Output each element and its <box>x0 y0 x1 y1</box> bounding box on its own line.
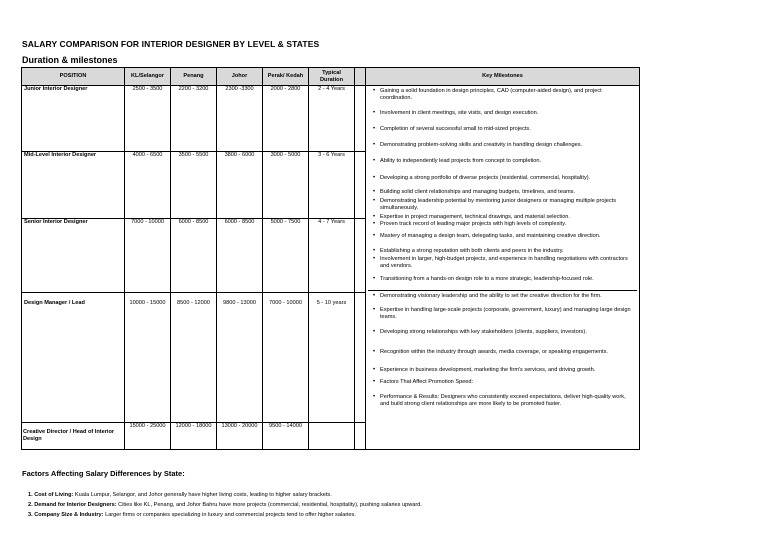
milestone-item: • Demonstrating problem-solving skills and creativity in handling design challenges. <box>368 140 637 156</box>
salary-table <box>21 67 640 450</box>
bullet-icon: • <box>372 142 376 148</box>
milestone-item: • Involvement in larger, high-budget projects, and experience in handling negotiations with contractors and vendors. <box>368 255 637 273</box>
milestone-item: • Developing strong relationships with key stakeholders (clients, suppliers, investors). <box>368 327 637 347</box>
milestone-item: • Ability to independently lead projects from concept to completion. <box>368 156 637 173</box>
salary-perak-cell: 9500 - 14000 <box>263 423 309 450</box>
salary-johor-cell: 2300 -3300 <box>217 86 263 152</box>
header-johor: Johor <box>217 68 263 86</box>
position-cell: Creative Director / Head of Interior Design <box>22 423 125 450</box>
header-penang: Penang <box>171 68 217 86</box>
milestone-item: • Demonstrating visionary leadership and the ability to set the creative direction for the firm. <box>368 290 637 306</box>
bullet-icon: • <box>372 158 376 164</box>
salary-penang-cell: 2200 - 3200 <box>171 86 217 152</box>
milestone-item: • Transitioning from a hands-on design role to a more strategic, leadership-focused role. <box>368 273 637 290</box>
factor-label: 2. Demand for Interior Designers: <box>28 502 117 508</box>
salary-penang-cell: 6000 - 8500 <box>171 219 217 293</box>
position-cell: Senior Interior Designer <box>22 219 125 293</box>
bullet-icon: • <box>372 214 376 220</box>
milestone-item: • Completion of several successful small to mid-sized projects. <box>368 124 637 140</box>
salary-perak-cell: 3000 - 5000 <box>263 152 309 219</box>
factor-text: Kuala Lumpur, Selangor, and Johor generally have higher living costs, leading to higher salary brackets. <box>73 492 332 498</box>
milestone-item: • Developing a strong portfolio of diverse projects (residential, commercial, hospitality). <box>368 173 637 187</box>
header-spacer <box>355 68 366 86</box>
spacer-cell <box>355 293 366 423</box>
bullet-icon: • <box>372 88 376 94</box>
position-cell: Junior Interior Designer <box>22 86 125 152</box>
milestone-item: • Performance & Results: Designers who consistently exceed expectations, deliver high-quality work, and build strong client relationships are more likely to be promoted faster. <box>368 392 637 416</box>
salary-penang-cell: 3500 - 5500 <box>171 152 217 219</box>
position-cell: Design Manager / Lead <box>22 293 125 423</box>
milestone-item: • Establishing a strong reputation with both clients and peers in the industry. <box>368 244 637 255</box>
position-cell: Mid-Level Interior Designer <box>22 152 125 219</box>
milestone-item: • Involvement in client meetings, site visits, and design execution. <box>368 108 637 124</box>
factors-heading: Factors Affecting Salary Differences by State: <box>22 469 185 478</box>
bullet-icon: • <box>372 394 376 400</box>
header-position: POSITION <box>22 68 125 86</box>
milestone-item: • Experience in business development, marketing the firm's services, and driving growth. <box>368 365 637 377</box>
header-kl-selangor: KL/Selangor <box>125 68 171 86</box>
bullet-icon: • <box>372 110 376 116</box>
salary-kl-cell: 15000 - 25000 <box>125 423 171 450</box>
factor-item <box>28 500 422 510</box>
spacer-cell <box>355 152 366 219</box>
salary-perak-cell: 2000 - 2800 <box>263 86 309 152</box>
spacer-cell <box>355 423 366 450</box>
duration-cell <box>309 423 355 450</box>
bullet-icon: • <box>372 349 376 355</box>
salary-johor-cell: 3800 - 6000 <box>217 152 263 219</box>
bullet-icon: • <box>372 233 376 239</box>
bullet-icon: • <box>372 307 376 313</box>
salary-kl-cell: 4000 - 6500 <box>125 152 171 219</box>
milestones-cell <box>366 86 640 450</box>
spacer-cell <box>355 86 366 152</box>
milestone-item: • Proven track record of leading major projects with high levels of complexity. <box>368 220 637 230</box>
duration-cell: 2 - 4 Years <box>309 86 355 152</box>
salary-penang-cell: 12000 - 18000 <box>171 423 217 450</box>
section-subtitle: Duration & milestones <box>22 55 118 65</box>
milestone-item: • Expertise in handling large-scale projects (corporate, government, luxury) and managing large design teams. <box>368 306 637 327</box>
bullet-icon: • <box>372 126 376 132</box>
factor-label: 3. Company Size & Industry: <box>28 512 104 518</box>
bullet-icon: • <box>372 175 376 181</box>
factor-text: Larger firms or companies specializing in luxury and commercial projects tend to offer higher salaries. <box>103 512 356 518</box>
bullet-icon: • <box>372 256 376 262</box>
milestone-item: • Expertise in project management, technical drawings, and material selection. <box>368 213 637 220</box>
factor-item <box>28 490 422 500</box>
milestone-item: • Recognition within the industry through awards, media coverage, or speaking engagements. <box>368 347 637 365</box>
table-row <box>22 86 640 152</box>
salary-kl-cell: 10000 - 15000 <box>125 293 171 423</box>
salary-perak-cell: 7000 - 10000 <box>263 293 309 423</box>
milestone-item: • Mastery of managing a design team, delegating tasks, and maintaining creative direction. <box>368 230 637 244</box>
salary-johor-cell: 13000 - 20000 <box>217 423 263 450</box>
salary-johor-cell: 9800 - 13000 <box>217 293 263 423</box>
bullet-icon: • <box>372 198 376 204</box>
header-key-milestones: Key Milestones <box>366 68 640 86</box>
bullet-icon: • <box>372 329 376 335</box>
header-perak-kedah: Perak/ Kedah <box>263 68 309 86</box>
page-title: SALARY COMPARISON FOR INTERIOR DESIGNER BY LEVEL & STATES <box>22 39 320 49</box>
bullet-icon: • <box>372 293 376 299</box>
duration-cell: 4 - 7 Years <box>309 219 355 293</box>
salary-penang-cell: 8500 - 12000 <box>171 293 217 423</box>
bullet-icon: • <box>372 221 376 227</box>
duration-cell: 3 - 6 Years <box>309 152 355 219</box>
factors-list <box>28 490 422 520</box>
factor-item <box>28 510 422 520</box>
spacer-cell <box>355 219 366 293</box>
bullet-icon: • <box>372 379 376 385</box>
milestone-item: • Demonstrating leadership potential by mentoring junior designers or managing multiple projects simultaneously. <box>368 196 637 213</box>
table-header-row <box>22 68 640 86</box>
bullet-icon: • <box>372 367 376 373</box>
salary-perak-cell: 5000 - 7500 <box>263 219 309 293</box>
bullet-icon: • <box>372 276 376 282</box>
factor-text: Cities like KL, Penang, and Johor Bahru have more projects (commercial, residential, hospitality), pushing salaries upward. <box>116 502 422 508</box>
factor-label: 1. Cost of Living: <box>28 492 74 498</box>
milestone-item: • Factors That Affect Promotion Speed: <box>368 377 637 392</box>
salary-kl-cell: 2500 - 3500 <box>125 86 171 152</box>
duration-cell: 5 - 10 years <box>309 293 355 423</box>
milestone-item: • Building solid client relationships and managing budgets, timelines, and teams. <box>368 187 637 196</box>
milestone-item: • Gaining a solid foundation in design principles, CAD (computer-aided design), and project coordination. <box>368 86 637 108</box>
salary-kl-cell: 7000 - 10000 <box>125 219 171 293</box>
bullet-icon: • <box>372 189 376 195</box>
bullet-icon: • <box>372 248 376 254</box>
header-typical-duration: Typical Duration <box>309 68 355 86</box>
salary-johor-cell: 6000 - 8500 <box>217 219 263 293</box>
